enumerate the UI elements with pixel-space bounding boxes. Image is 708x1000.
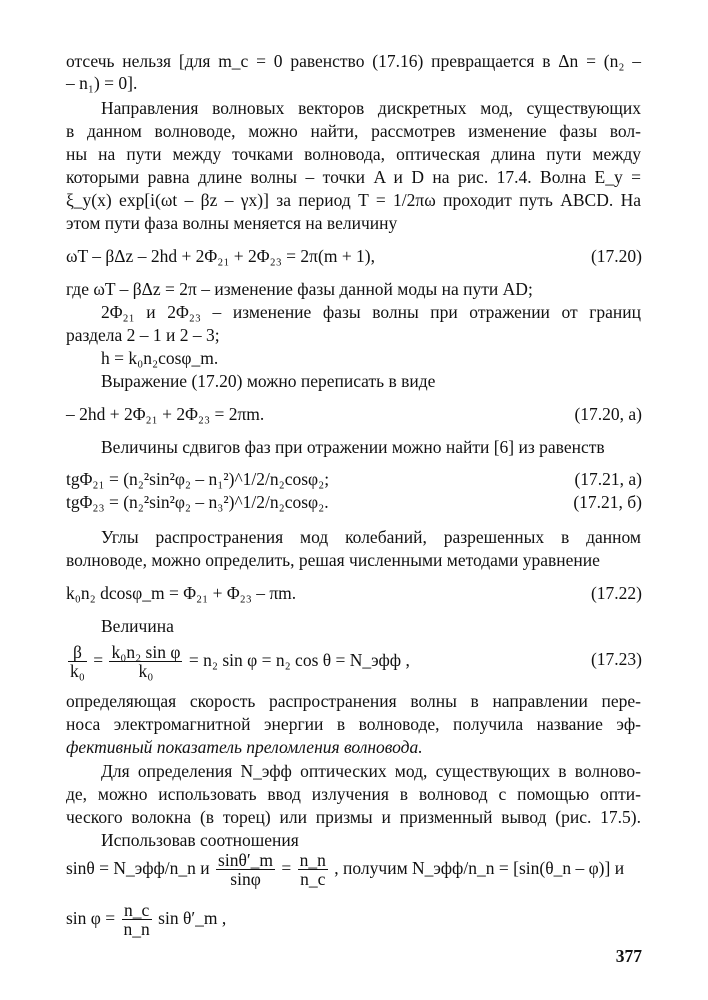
text-line: – n₁) = 0]. <box>66 73 138 93</box>
equation: ωT – βΔz – 2hd + 2Φ₂₁ + 2Φ₂₃ = 2π(m + 1), <box>66 246 376 266</box>
text-line: Выражение (17.20) можно переписать в виде <box>101 371 436 391</box>
denominator: k₀ <box>138 661 154 682</box>
equation: tgΦ₂₃ = (n₂²sin²φ₂ – n₃²)^1/2/n₂cosφ₂. <box>66 492 329 512</box>
fraction <box>216 851 275 888</box>
numerator: β <box>68 643 87 662</box>
text-line: де, можно использовать ввод излучения в волновод с помощью опти- <box>66 784 641 804</box>
text-line: фективный показатель преломления волновода. <box>66 737 423 757</box>
equation-part: sinθ = N_эфф/n_n и <box>66 858 210 878</box>
equation-number: (17.23) <box>590 649 642 669</box>
equation-number: (17.22) <box>590 583 642 603</box>
text-line: ческого волокна (в торец) или призмы и призменный вывод (рис. 17.5). <box>66 807 641 827</box>
text-line: определяющая скорость распространения волны в направлении пере- <box>66 691 641 711</box>
text-line: 2Φ₂₁ и 2Φ₂₃ – изменение фазы волны при отражении от границ <box>101 302 641 322</box>
equation: tgΦ₂₁ = (n₂²sin²φ₂ – n₁²)^1/2/n₂cosφ₂; <box>66 469 330 489</box>
equation-rest: = n₂ sin φ = n₂ cos θ = N_эфф , <box>188 650 410 670</box>
equation-number: (17.20) <box>590 246 642 266</box>
text-line: этом пути фаза волны меняется на величину <box>66 213 398 233</box>
text-line: Использовав соотношения <box>101 830 299 850</box>
denominator: n_n <box>123 919 150 940</box>
numerator: k₀n₂ sin φ <box>111 642 181 663</box>
equation <box>66 898 641 938</box>
fraction <box>122 901 152 938</box>
equation: – 2hd + 2Φ₂₁ + 2Φ₂₃ = 2πm. <box>66 404 265 424</box>
equation-number: (17.20, а) <box>574 404 642 424</box>
text-line: раздела 2 – 1 и 2 – 3; <box>66 325 220 345</box>
equation: sinθ = N_эфф/n_n и $\frac{\sin\theta'\_m}{\sin\varphi}$ = $\frac{n\_n}{n\_c}$ , получим N_эфф/n_n = [sin(θ_n – φ)] и <box>66 850 625 890</box>
text-line: Величина <box>101 616 174 636</box>
fraction <box>68 643 87 680</box>
equation-number: (17.21, а) <box>574 469 642 489</box>
text-line: ны на пути между точками волновода, оптическая длина пути между <box>66 144 641 164</box>
text-line: Для определения N_эфф оптических мод, существующих в волново- <box>101 761 641 781</box>
equation-part: sin φ = <box>66 908 116 928</box>
denominator: n_c <box>300 869 326 890</box>
fraction <box>298 851 328 888</box>
text-line: где ωT – βΔz = 2π – изменение фазы данной моды на пути AD; <box>66 279 533 299</box>
equation: k₀n₂ dcosφ_m = Φ₂₁ + Φ₂₃ – πm. <box>66 583 297 603</box>
text-line: Величины сдвигов фаз при отражении можно найти [6] из равенств <box>101 437 605 457</box>
numerator: n_c <box>122 901 152 920</box>
numerator: n_n <box>299 850 326 871</box>
text-line: в данном волноводе, можно найти, рассмотрев изменение фазы вол- <box>66 121 641 141</box>
text-line: волноводе, можно определить, решая численными методами уравнение <box>66 550 600 570</box>
equation-part: sin θ′_m , <box>158 908 227 928</box>
page-number: 377 <box>615 946 642 966</box>
text-line: Углы распространения мод колебаний, разрешенных в данном <box>101 527 641 547</box>
equation-number: (17.21, б) <box>573 492 642 512</box>
numerator: sinθ′_m <box>218 850 274 871</box>
text-line: h = k₀n₂cosφ_m. <box>101 348 219 368</box>
text-line: Направления волновых векторов дискретных мод, существующих <box>101 98 641 118</box>
denominator: sinφ <box>230 869 261 890</box>
text-line: ξ_y(x) exp[i(ωt – βz – γx)] за период T = 1/2πω проходит путь ABCD. На <box>66 190 641 210</box>
denominator: k₀ <box>70 661 85 682</box>
fraction <box>109 643 182 680</box>
equation-part: , получим N_эфф/n_n = [sin(θ_n – φ)] и <box>334 858 625 878</box>
equation: $\frac{\beta}{\text{k₀}}$ = $\frac{\text{k₀n₂ sin φ}}{\text{k₀}}$ = n₂ sin φ = n₂ cos θ = N_эфф , <box>70 642 410 682</box>
text-line: носа электромагнитной энергии в волноводе, получила название эф- <box>66 714 641 734</box>
text-line: отсечь нельзя [для m_c = 0 равенство (17.16) превращается в Δn = (n₂ – <box>66 51 641 71</box>
text-line: которыми равна длине волны – точки A и D на рис. 17.4. Волна E_y = <box>66 167 641 187</box>
